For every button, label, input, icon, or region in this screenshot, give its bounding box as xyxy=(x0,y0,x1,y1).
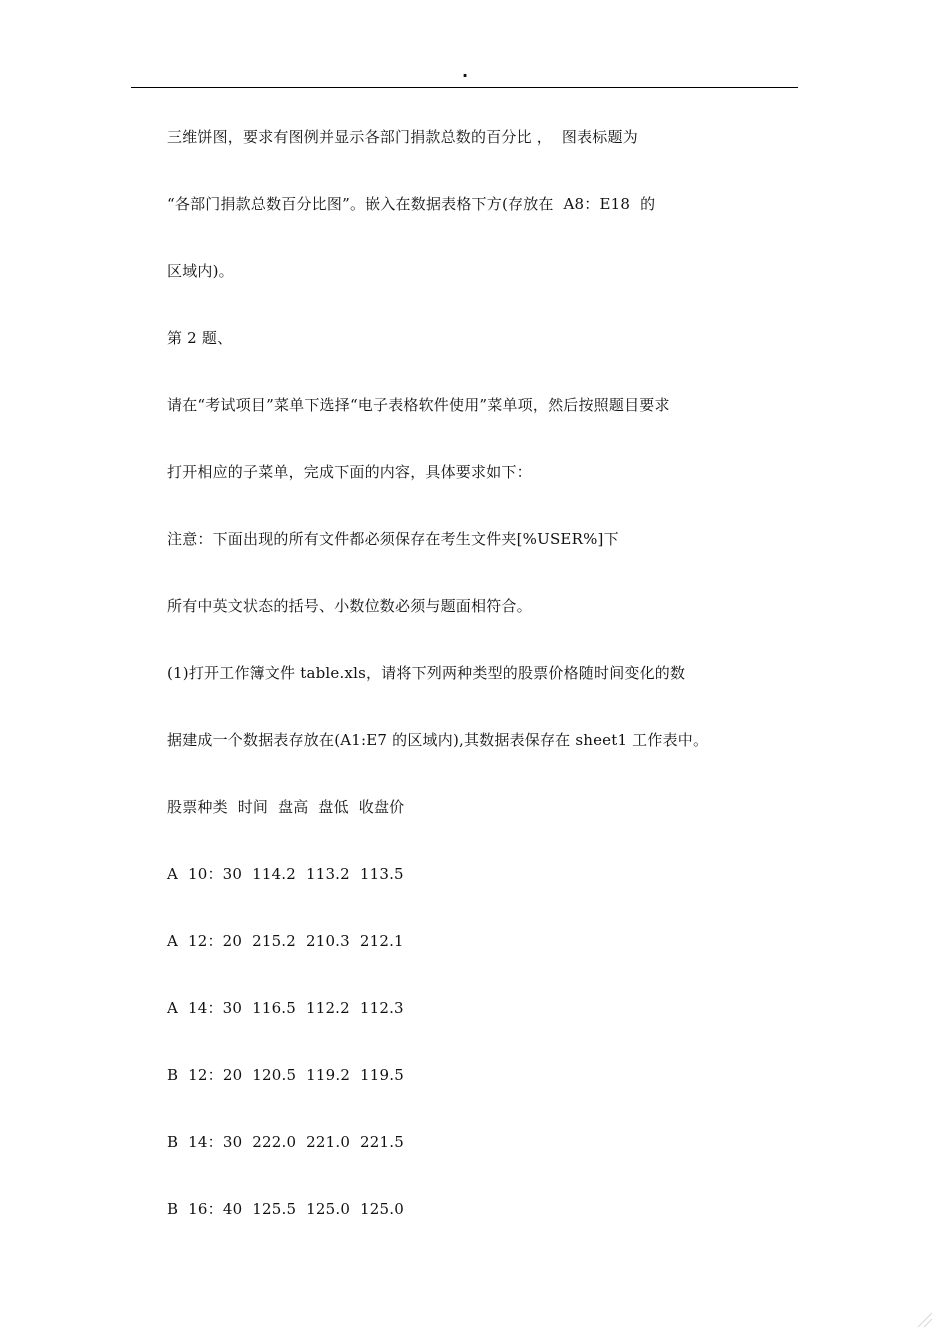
table-row-line: B 12：20 120.5 119.2 119.5 xyxy=(167,1066,404,1084)
paragraph-line: 区域内)。 xyxy=(167,262,234,280)
paragraph-line: 请在“考试项目”菜单下选择“电子表格软件使用”菜单项，然后按照题目要求 xyxy=(167,396,670,414)
table-row-line: B 16：40 125.5 125.0 125.0 xyxy=(167,1200,404,1218)
paragraph-line: 据建成一个数据表存放在(A1:E7 的区域内),其数据表保存在 sheet1 工作表中。 xyxy=(167,731,709,749)
question-heading: 第 2 题、 xyxy=(167,329,233,347)
table-row-line: A 12：20 215.2 210.3 212.1 xyxy=(167,932,404,950)
corner-fold-icon xyxy=(914,1309,936,1331)
table-header-line: 股票种类 时间 盘高 盘低 收盘价 xyxy=(167,798,405,816)
paragraph-line: 三维饼图，要求有图例并显示各部门捐款总数的百分比 ， 图表标题为 xyxy=(167,128,638,146)
document-body xyxy=(167,124,807,1263)
note-line: 注意：下面出现的所有文件都必须保存在考生文件夹[%USER%]下 xyxy=(167,530,619,548)
table-row-line: A 10：30 114.2 113.2 113.5 xyxy=(167,865,404,883)
paragraph-line: “各部门捐款总数百分比图”。嵌入在数据表格下方(存放在 A8：E18 的 xyxy=(167,195,656,213)
paragraph-line: (1)打开工作簿文件 table.xls，请将下列两种类型的股票价格随时间变化的数 xyxy=(167,664,686,682)
table-row-line: B 14：30 222.0 221.0 221.5 xyxy=(167,1133,404,1151)
table-row-line: A 14：30 116.5 112.2 112.3 xyxy=(167,999,404,1017)
paragraph-line: 所有中英文状态的括号、小数位数必须与题面相符合。 xyxy=(167,597,532,615)
paragraph-line: 打开相应的子菜单，完成下面的内容，具体要求如下： xyxy=(167,463,532,481)
header-rule xyxy=(131,87,798,88)
page-header-mark: . xyxy=(461,62,469,81)
